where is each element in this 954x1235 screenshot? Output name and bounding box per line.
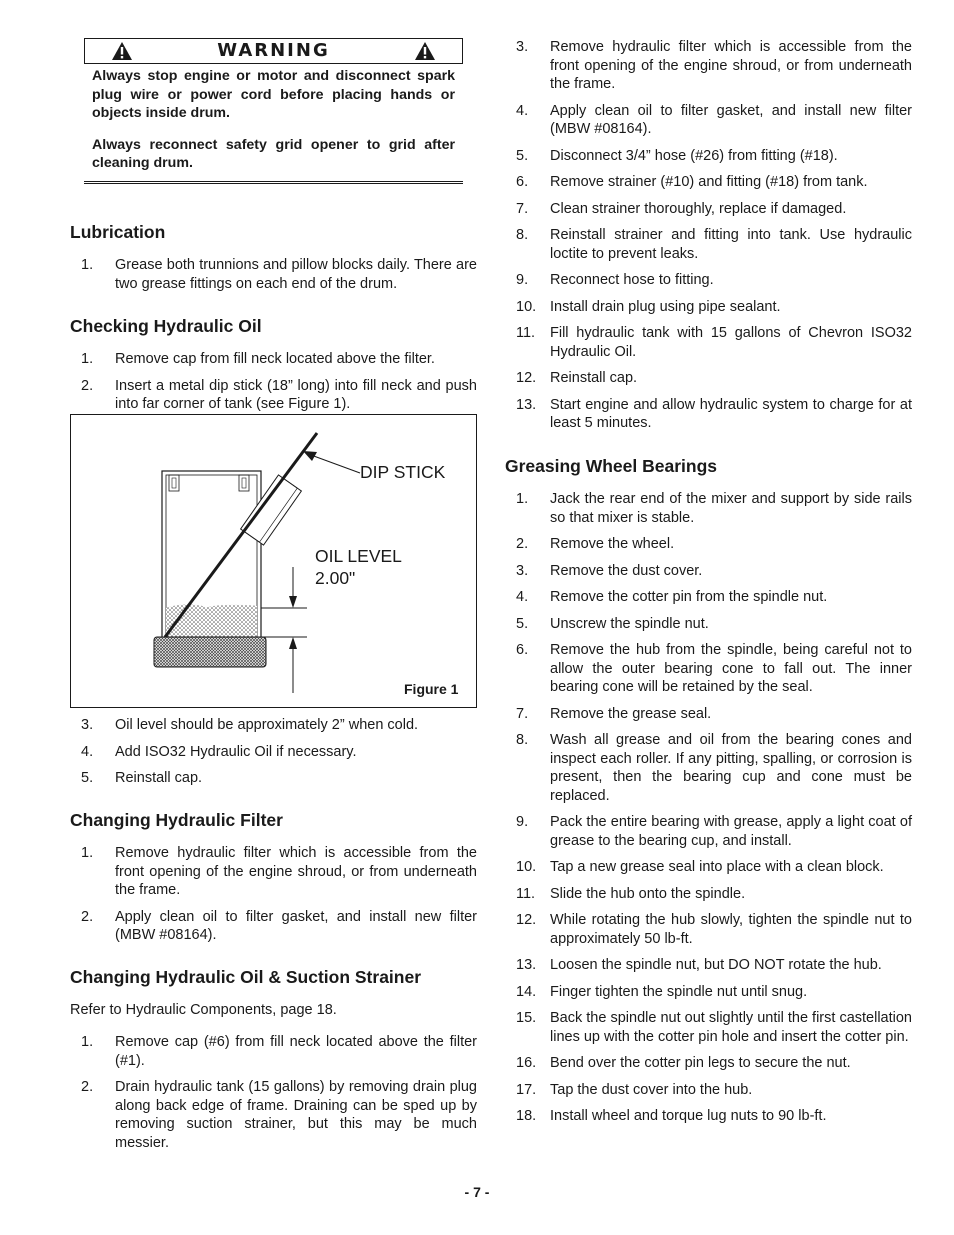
greasing-heading: Greasing Wheel Bearings <box>505 456 718 476</box>
list-item <box>70 1078 477 1152</box>
step-number: 9. <box>516 272 529 288</box>
list-item <box>505 615 912 634</box>
step-number: 14. <box>516 983 537 1000</box>
list-item <box>505 588 912 607</box>
changing-oil-heading: Changing Hydraulic Oil & Suction Strainer <box>70 967 422 987</box>
step-number: 1. <box>81 257 94 273</box>
checking-oil-steps-a <box>70 350 477 422</box>
step-number: 6. <box>516 174 529 190</box>
list-item <box>70 1033 477 1070</box>
step-number: 7. <box>516 705 529 722</box>
list-item <box>505 1107 912 1126</box>
warning-triangle-icon <box>414 41 436 61</box>
step-number: 10. <box>516 298 537 315</box>
list-item <box>70 716 477 735</box>
list-item <box>505 885 912 904</box>
step-number: 13. <box>516 396 537 413</box>
list-item <box>505 1054 912 1073</box>
list-item <box>505 956 912 975</box>
step-text: Reinstall strainer and fitting into tank. Use hydraulic loctite to prevent leaks. <box>550 227 912 262</box>
step-number: 7. <box>516 200 529 217</box>
step-number: 5. <box>516 147 529 164</box>
step-text: Grease both trunnions and pillow blocks daily. There are two grease fittings on each end of the drum. <box>115 257 477 292</box>
step-text: Remove hydraulic filter which is accessible from the front opening of the engine shroud, or from underneath the frame. <box>550 39 912 92</box>
step-number: 10. <box>516 859 537 875</box>
step-text: Remove the wheel. <box>550 536 675 552</box>
list-item <box>505 731 912 805</box>
step-number: 18. <box>516 1108 537 1124</box>
lubrication-steps <box>70 256 477 301</box>
step-text: Back the spindle nut out slightly until the first castellation lines up with the cotter pin hole and insert the cotter pin. <box>550 1010 912 1045</box>
step-number: 6. <box>516 642 529 658</box>
step-text: Remove the dust cover. <box>550 562 703 579</box>
step-text: Start engine and allow hydraulic system to charge for at least 5 minutes. <box>550 396 912 431</box>
step-text: Unscrew the spindle nut. <box>550 615 709 632</box>
step-text: Remove the hub from the spindle, being careful not to allow the outer bearing cone to fall out. The inner bearing cone will be retained by the seal. <box>550 642 912 695</box>
list-item <box>505 38 912 94</box>
step-number: 2. <box>81 908 94 925</box>
step-number: 15. <box>516 1010 537 1026</box>
step-text: Apply clean oil to filter gasket, and install new filter (MBW #08164). <box>115 908 477 943</box>
step-number: 1. <box>81 845 94 861</box>
step-number: 3. <box>516 562 529 579</box>
oil-level-value: 2.00" <box>315 568 356 588</box>
warning-title: WARNING <box>217 40 330 61</box>
step-text: Reinstall cap. <box>115 770 203 786</box>
step-number: 8. <box>516 227 529 243</box>
step-text: Insert a metal dip stick (18” long) into fill neck and push into far corner of tank (see Figure 1). <box>115 377 477 412</box>
list-item <box>505 226 912 263</box>
step-text: Install wheel and torque lug nuts to 90 lb-ft. <box>550 1108 827 1124</box>
step-number: 8. <box>516 732 529 748</box>
list-item <box>505 858 912 877</box>
list-item <box>505 147 912 166</box>
step-number: 5. <box>516 615 529 632</box>
changing-filter-steps <box>70 844 477 953</box>
step-text: Disconnect 3/4” hose (#26) from fitting (#18). <box>550 147 838 164</box>
step-text: Slide the hub onto the spindle. <box>550 885 746 902</box>
warning-box <box>84 38 463 184</box>
step-text: While rotating the hub slowly, tighten the spindle nut to approximately 50 lb-ft. <box>550 912 912 947</box>
warning-triangle-icon <box>111 41 133 61</box>
oil-level-label: OIL LEVEL <box>315 546 402 566</box>
changing-oil-steps-left <box>70 1033 477 1160</box>
checking-oil-steps-b <box>70 716 477 796</box>
list-item <box>505 396 912 433</box>
page-number: - 7 - <box>464 1184 490 1200</box>
list-item <box>505 200 912 219</box>
list-item <box>70 350 477 369</box>
step-text: Jack the rear end of the mixer and support by side rails so that mixer is stable. <box>550 491 912 526</box>
warning-text-2: Always reconnect safety grid opener to grid after cleaning drum. <box>92 136 455 171</box>
step-number: 3. <box>516 39 529 55</box>
step-text: Remove cap from fill neck located above the filter. <box>115 351 435 367</box>
step-text: Finger tighten the spindle nut until snug. <box>550 983 808 1000</box>
step-number: 4. <box>516 589 529 605</box>
figure-1 <box>70 414 477 708</box>
step-number: 2. <box>81 377 94 394</box>
step-text: Loosen the spindle nut, but DO NOT rotate the hub. <box>550 957 882 973</box>
step-number: 4. <box>81 743 94 760</box>
warning-header <box>84 38 463 64</box>
step-text: Remove hydraulic filter which is accessible from the front opening of the engine shroud, or from underneath the frame. <box>115 845 477 898</box>
list-item <box>505 324 912 361</box>
step-number: 4. <box>516 102 529 119</box>
list-item <box>505 173 912 192</box>
list-item <box>505 562 912 581</box>
list-item <box>505 369 912 388</box>
list-item <box>505 298 912 317</box>
list-item <box>505 102 912 139</box>
step-number: 12. <box>516 912 537 928</box>
step-number: 11. <box>516 325 536 341</box>
step-number: 16. <box>516 1055 537 1071</box>
list-item <box>70 769 477 788</box>
step-text: Remove strainer (#10) and fitting (#18) from tank. <box>550 174 868 190</box>
step-text: Reinstall cap. <box>550 370 638 386</box>
changing-oil-intro: Refer to Hydraulic Components, page 18. <box>70 1002 337 1018</box>
warning-body <box>84 64 463 173</box>
step-number: 13. <box>516 957 537 973</box>
tank-diagram <box>71 415 476 707</box>
list-item <box>70 256 477 293</box>
step-text: Add ISO32 Hydraulic Oil if necessary. <box>115 743 357 760</box>
step-text: Drain hydraulic tank (15 gallons) by removing drain plug along back edge of frame. Draining can be sped up by removing suction strainer, but this may be much messier. <box>115 1079 477 1151</box>
step-text: Oil level should be approximately 2” when cold. <box>115 717 419 733</box>
changing-oil-steps-right <box>505 38 912 441</box>
step-number: 9. <box>516 814 529 830</box>
list-item <box>505 271 912 290</box>
warning-bottom-rule <box>84 181 463 184</box>
step-text: Apply clean oil to filter gasket, and install new filter (MBW #08164). <box>550 102 912 137</box>
step-number: 3. <box>81 717 94 733</box>
list-item <box>505 641 912 697</box>
step-text: Remove cap (#6) from fill neck located above the filter (#1). <box>115 1034 477 1069</box>
step-text: Tap the dust cover into the hub. <box>550 1081 753 1098</box>
step-number: 17. <box>516 1081 537 1098</box>
list-item <box>505 490 912 527</box>
checking-oil-heading: Checking Hydraulic Oil <box>70 316 262 336</box>
step-text: Wash all grease and oil from the bearing cones and inspect each roller. If any pitting, spalling, or corrosion is present, then the bearing cup and cone must be replaced. <box>550 732 912 804</box>
figure-caption: Figure 1 <box>404 681 459 697</box>
step-number: 2. <box>81 1079 94 1095</box>
step-number: 12. <box>516 370 537 386</box>
step-number: 5. <box>81 770 94 786</box>
changing-filter-heading: Changing Hydraulic Filter <box>70 810 283 830</box>
list-item <box>505 705 912 724</box>
step-number: 1. <box>516 491 529 507</box>
step-number: 1. <box>81 1034 94 1050</box>
step-text: Remove the cotter pin from the spindle nut. <box>550 589 828 605</box>
step-text: Pack the entire bearing with grease, apply a light coat of grease to the bearing cup, and install. <box>550 814 912 849</box>
list-item <box>505 983 912 1002</box>
list-item <box>505 535 912 554</box>
warning-text-1: Always stop engine or motor and disconnect spark plug wire or power cord before placing hands or objects inside drum. <box>92 68 455 121</box>
list-item <box>505 1009 912 1046</box>
list-item <box>70 743 477 762</box>
list-item <box>70 377 477 414</box>
step-text: Fill hydraulic tank with 15 gallons of Chevron ISO32 Hydraulic Oil. <box>550 325 912 360</box>
list-item <box>505 813 912 850</box>
list-item <box>70 844 477 900</box>
step-text: Bend over the cotter pin legs to secure the nut. <box>550 1055 851 1071</box>
list-item <box>505 1081 912 1100</box>
step-text: Tap a new grease seal into place with a clean block. <box>550 859 884 875</box>
step-text: Remove the grease seal. <box>550 705 712 722</box>
step-text: Clean strainer thoroughly, replace if damaged. <box>550 200 847 217</box>
list-item <box>70 908 477 945</box>
lubrication-heading: Lubrication <box>70 222 166 242</box>
step-text: Reconnect hose to fitting. <box>550 272 714 288</box>
list-item <box>505 911 912 948</box>
step-text: Install drain plug using pipe sealant. <box>550 298 781 315</box>
dip-stick-label: DIP STICK <box>360 462 446 482</box>
step-number: 2. <box>516 536 529 552</box>
greasing-steps <box>505 490 912 1134</box>
step-number: 1. <box>81 351 94 367</box>
step-number: 11. <box>516 885 536 902</box>
